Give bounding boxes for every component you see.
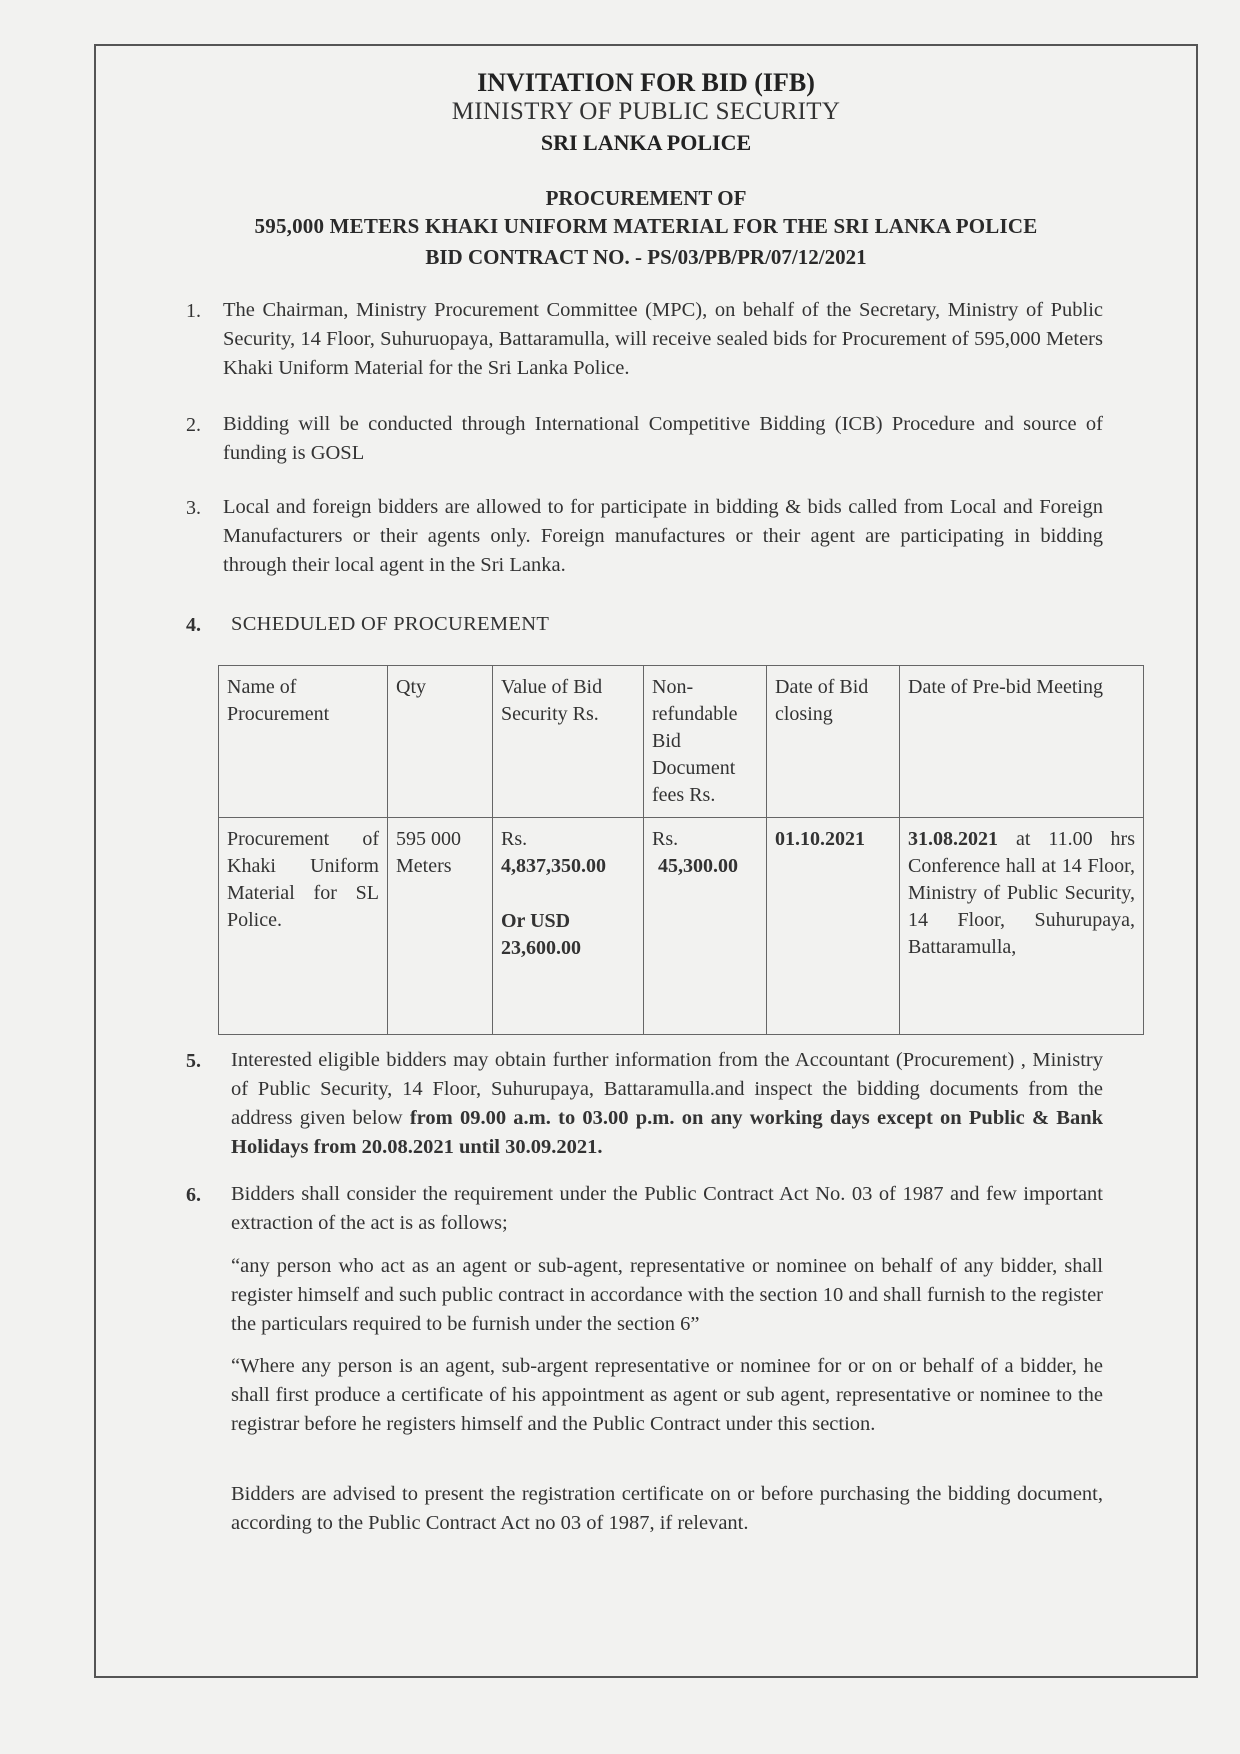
fee-currency: Rs. bbox=[652, 828, 679, 850]
header-bid-security: Value of Bid Security Rs. bbox=[493, 666, 644, 818]
header-qty: Qty bbox=[388, 666, 493, 818]
schedule-heading: SCHEDULED OF PROCUREMENT bbox=[231, 613, 550, 635]
act-quote-2: “Where any person is an agent, sub-argent representative or nominee for or on or behalf of a bidder, he shall first produce a certificate of his appointment as agent or sub agent, representative or nominee to the registrar before he registers himself and the Public Contract under this section. bbox=[231, 1355, 1103, 1435]
item-number: 6. bbox=[186, 1184, 201, 1206]
document-title: INVITATION FOR BID (IFB) bbox=[477, 68, 815, 97]
security-lkr-value: 4,837,350.00 bbox=[501, 855, 606, 877]
cell-prebid-meeting bbox=[900, 818, 1144, 1035]
header-name: Name of Procurement bbox=[219, 666, 388, 818]
item-1-text: The Chairman, Ministry Procurement Committee (MPC), on behalf of the Secretary, Ministry of Public Security, 14 Floor, Suhuruopaya, Battaramulla, will receive sealed bids for Procurement of 595,000 Meters Khaki Uniform Material for the Sri Lanka Police. bbox=[223, 299, 1103, 379]
prebid-details: at 11.00 hrs Conference hall at 14 Floor, Ministry of Public Security, 14 Floor, Suhurupaya, Battaramulla, bbox=[908, 828, 1135, 958]
police-name: SRI LANKA POLICE bbox=[540, 130, 752, 155]
header-prebid-meeting: Date of Pre-bid Meeting bbox=[900, 666, 1144, 818]
cell-closing-date: 01.10.2021 bbox=[767, 818, 900, 1035]
item-6-text: Bidders shall consider the requirement under the Public Contract Act No. 03 of 1987 and few important extraction of the act is as follows; bbox=[231, 1183, 1103, 1234]
procurement-subject: 595,000 METERS KHAKI UNIFORM MATERIAL FOR THE SRI LANKA POLICE bbox=[254, 214, 1038, 238]
act-quote-1: “any person who act as an agent or sub-agent, representative or nominee on behalf of any bidder, shall register himself and such public contract in accordance with the section 10 and shall furnish to the register the particulars required to be furnish under the section 6” bbox=[231, 1255, 1103, 1335]
fee-value: 45,300.00 bbox=[658, 855, 738, 877]
item-number: 4. bbox=[186, 614, 201, 636]
table-header-row bbox=[219, 666, 1144, 818]
item-number: 2. bbox=[186, 414, 201, 436]
item-number: 3. bbox=[186, 497, 201, 519]
security-currency: Rs. bbox=[501, 828, 528, 850]
procurement-schedule-table bbox=[218, 665, 1144, 1035]
cell-bid-security bbox=[493, 818, 644, 1035]
item-5-body: Interested eligible bidders may obtain further information from the Accountant (Procurement) , Ministry of Public Security, 14 Floor, Suhurupaya, Battaramulla.and inspect the bidding documents from the address given below bbox=[231, 1049, 1103, 1129]
item-number: 1. bbox=[186, 300, 201, 322]
item-2-text: Bidding will be conducted through International Competitive Bidding (ICB) Procedure and source of funding is GOSL bbox=[223, 413, 1103, 464]
cell-procurement-name: Procurement of Khaki Uniform Material for SL Police. bbox=[219, 818, 388, 1035]
prebid-date: 31.08.2021 bbox=[908, 828, 998, 850]
table-row bbox=[219, 818, 1144, 1035]
security-usd-value: 23,600.00 bbox=[501, 937, 581, 959]
security-or-usd: Or USD bbox=[501, 910, 571, 932]
item-number: 5. bbox=[186, 1050, 201, 1072]
ministry-name: MINISTRY OF PUBLIC SECURITY bbox=[451, 98, 841, 125]
item-5-hours: from 09.00 a.m. to 03.00 p.m. on any working days except on Public & Bank Holidays from 20.08.2021 until 30.09.2021. bbox=[231, 1107, 1103, 1158]
item-5-text bbox=[231, 1046, 1103, 1162]
contract-number: BID CONTRACT NO. - PS/03/PB/PR/07/12/2021 bbox=[425, 245, 867, 269]
cell-qty: 595 000 Meters bbox=[388, 818, 493, 1035]
procurement-heading: PROCUREMENT OF bbox=[545, 186, 747, 210]
header-closing-date: Date of Bid closing bbox=[767, 666, 900, 818]
header-document-fee: Non-refundable Bid Document fees Rs. bbox=[644, 666, 767, 818]
cell-document-fee bbox=[644, 818, 767, 1035]
registration-advice: Bidders are advised to present the registration certificate on or before purchasing the bidding document, according to the Public Contract Act no 03 of 1987, if relevant. bbox=[231, 1483, 1103, 1534]
item-3-text: Local and foreign bidders are allowed to for participate in bidding & bids called from Local and Foreign Manufacturers or their agents only. Foreign manufactures or their agent are participating in bidding through their local agent in the Sri Lanka. bbox=[223, 496, 1103, 576]
